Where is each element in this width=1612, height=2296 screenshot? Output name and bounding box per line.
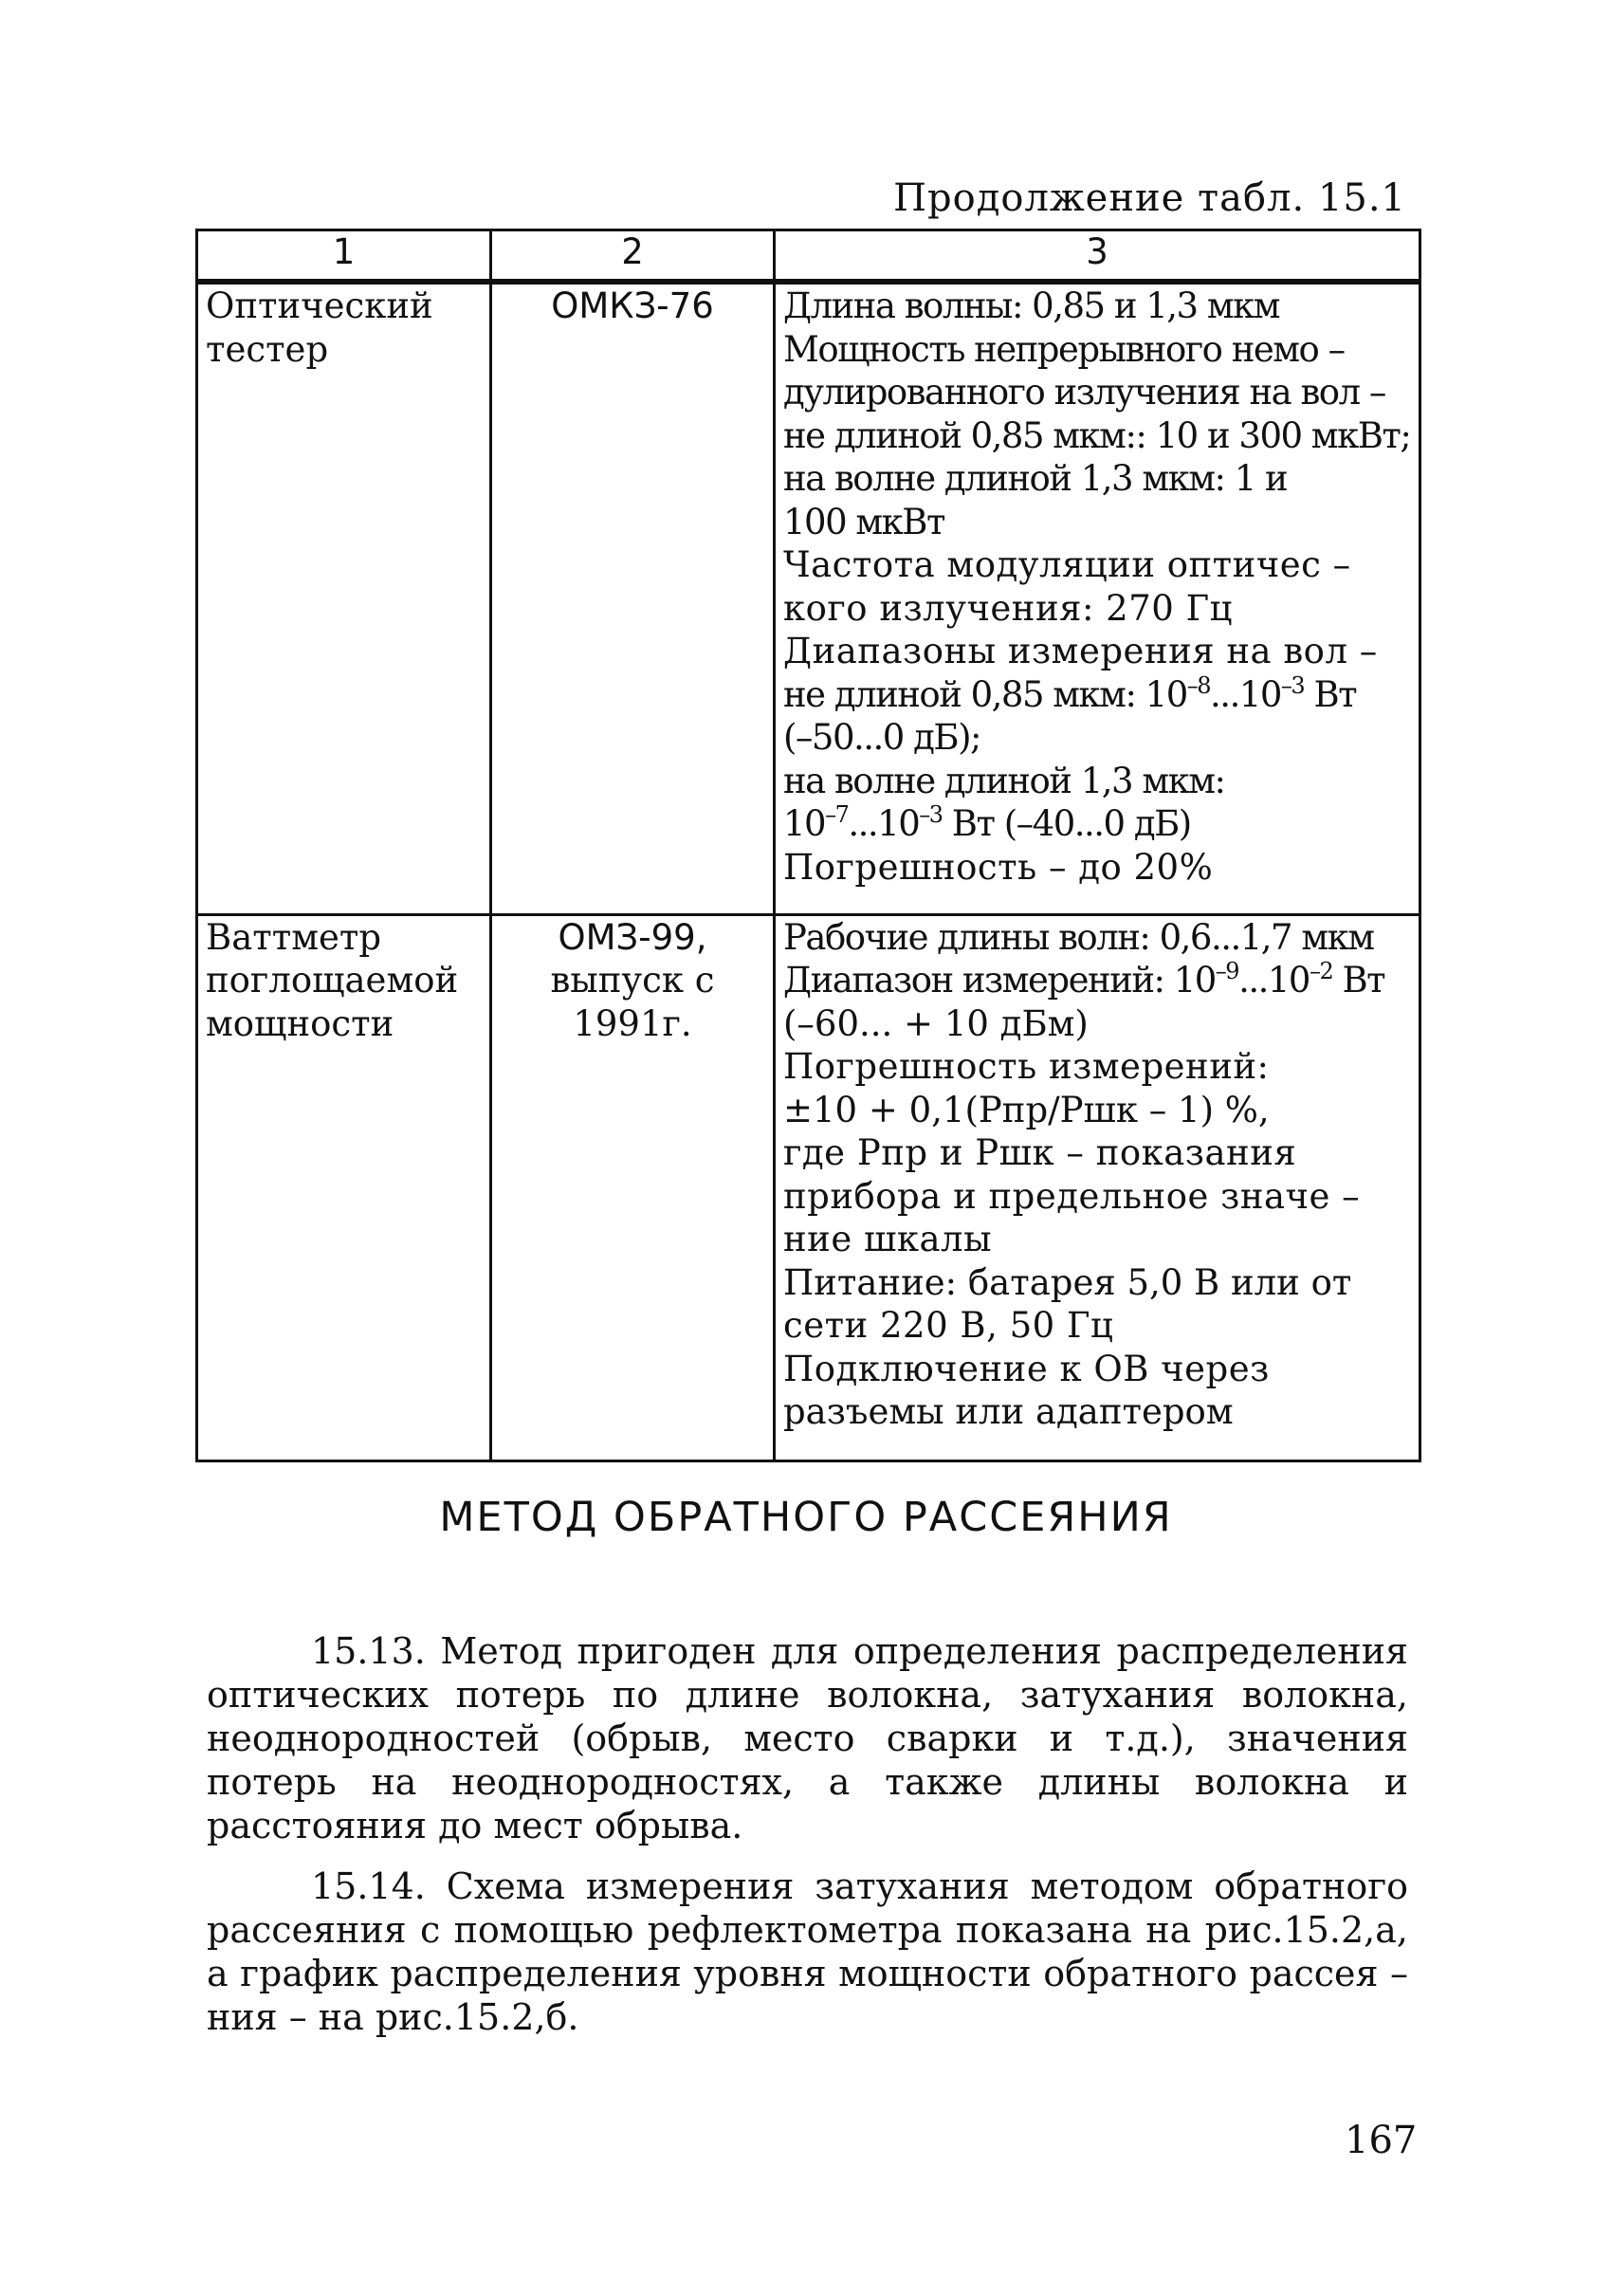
spec-line: Питание: батарея 5,0 В или от [783, 1261, 1352, 1303]
paragraph-15-13: 15.13. Метод пригоден для определения распределения оптических потерь по длине волокна, затухания волокна, неоднородностей (обрыв, место сварки и т.д.), значения потерь на неоднородностях, а также длины волокна и расстояния до мест обрыва. [207, 1630, 1408, 1846]
spec-line: кого излучения: 270 Гц [783, 587, 1233, 629]
spec-line: Погрешность – до 20% [783, 846, 1214, 888]
spec-line: Подключение к ОВ через [783, 1348, 1270, 1389]
device-model-line: ОМЗ-99, [558, 916, 707, 958]
specs-table [195, 229, 1421, 1462]
section-heading: МЕТОД ОБРАТНОГО РАССЕЯНИЯ [439, 1494, 1173, 1541]
page-number: 167 [1345, 2119, 1418, 2162]
device-model-line: ОМКЗ-76 [551, 285, 714, 326]
device-name-line: Ваттметр [206, 916, 382, 958]
spec-line: сети 220 В, 50 Гц [783, 1305, 1114, 1346]
spec-line: ±10 + 0,1(Рпр/Ршк – 1) %, [783, 1089, 1270, 1130]
column-header: 3 [775, 230, 1420, 283]
device-model-cell [491, 282, 775, 914]
spec-line: на волне длиной 1,3 мкм: [783, 760, 1225, 801]
spec-line: не длиной 0,85 мкм:: 10 и 300 мкВт; [783, 414, 1411, 456]
column-header: 2 [491, 230, 775, 283]
spec-line: (–60... + 10 дБм) [783, 1002, 1089, 1044]
spec-line: на волне длиной 1,3 мкм: 1 и [783, 458, 1288, 499]
spec-line: дулированного излучения на вол – [783, 372, 1385, 413]
device-model-line: выпуск с [550, 960, 715, 1001]
spec-line: (–50...0 дБ); [783, 717, 980, 758]
device-name-cell [197, 282, 491, 914]
table-header-row [197, 230, 1420, 283]
device-name-line: Оптический [206, 285, 433, 326]
spec-line: Мощность непрерывного немо – [783, 328, 1345, 370]
device-model-cell [491, 914, 775, 1460]
spec-line: Диапазон измерений: $10^{-9}...10^{-2}$ Вт [783, 958, 1385, 1001]
spec-line: где Рпр и Ршк – показания [783, 1132, 1297, 1173]
device-name-cell [197, 914, 491, 1460]
device-name-line: поглощаемой [206, 960, 459, 1001]
device-model-line: 1991г. [573, 1002, 692, 1044]
spec-line: разъемы или адаптером [783, 1391, 1234, 1432]
device-name-line: тестер [206, 328, 329, 370]
spec-line: не длиной 0,85 мкм: $10^{-8}...10^{-3}$ Вт [783, 671, 1357, 715]
spec-line: Диапазоны измерения на вол – [783, 631, 1378, 671]
column-header: 1 [197, 230, 491, 283]
device-spec-cell [775, 282, 1420, 914]
spec-line: прибора и предельное значе – [783, 1175, 1361, 1217]
table-row [197, 914, 1420, 1460]
device-spec-cell [775, 914, 1420, 1460]
paragraph-15-14: 15.14. Схема измерения затухания методом обратного рассеяния с помощью рефлектометра показана на рис.15.2,а, а график распределения уровня мощности обратного рассея – ния – на рис.15.2,б. [207, 1865, 1408, 2038]
spec-line: Рабочие длины волн: 0,6...1,7 мкм [783, 916, 1374, 958]
table-row [197, 282, 1420, 914]
spec-line: $10^{-7}...10^{-3}$ Вт (–40...0 дБ) [783, 801, 1191, 844]
device-name-line: мощности [206, 1002, 394, 1044]
table-caption: Продолжение табл. 15.1 [893, 176, 1406, 220]
spec-line: ние шкалы [783, 1219, 993, 1259]
spec-line: Частота модуляции оптичес – [783, 544, 1351, 585]
spec-line: Длина волны: 0,85 и 1,3 мкм [783, 285, 1280, 326]
spec-line: 100 мкВт [783, 501, 944, 542]
spec-line: Погрешность измерений: [783, 1046, 1270, 1087]
